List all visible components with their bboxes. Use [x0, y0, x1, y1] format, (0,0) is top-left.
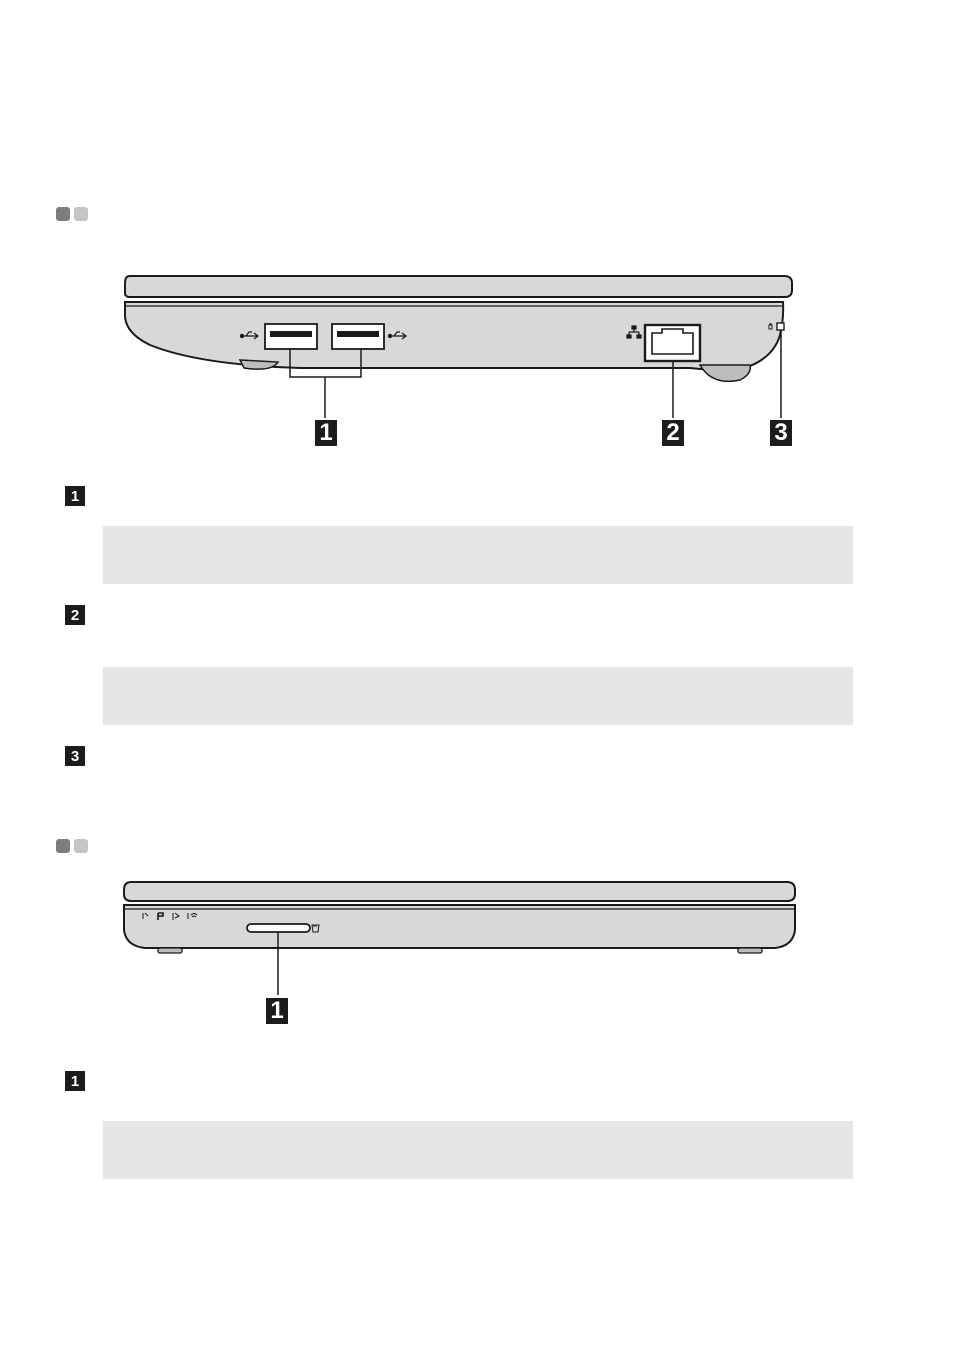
- item-marker-1: 1: [65, 486, 85, 506]
- note-box-2: [103, 667, 853, 725]
- item-marker-front-1: 1: [65, 1071, 85, 1091]
- memory-card-slot: [247, 924, 310, 932]
- front-lid: [124, 882, 795, 901]
- usb-port-1: [265, 324, 317, 349]
- callout-1-right: 1: [315, 420, 337, 446]
- status-indicator-icons: [143, 913, 197, 920]
- item-marker-2: 2: [65, 605, 85, 625]
- section-marker-front-view: [56, 839, 88, 853]
- memory-card-icon: [312, 925, 319, 932]
- section-dot-dark: [56, 839, 70, 853]
- laptop-lid: [125, 276, 792, 297]
- section-dot-light: [74, 839, 88, 853]
- note-box-1: [103, 526, 853, 584]
- callout-3-right: 3: [770, 420, 792, 446]
- ethernet-port: [645, 325, 700, 361]
- right-side-view-illustration: [0, 0, 954, 470]
- usb-port-2: [332, 324, 384, 349]
- front-base: [124, 905, 795, 948]
- note-box-front-1: [103, 1121, 853, 1179]
- callout-2-right: 2: [662, 420, 684, 446]
- front-foot-left: [158, 948, 182, 953]
- item-marker-3: 3: [65, 746, 85, 766]
- foot-right: [700, 365, 750, 381]
- callout-1-front: 1: [266, 998, 288, 1024]
- front-foot-right: [738, 948, 762, 953]
- kensington-slot: [777, 323, 784, 330]
